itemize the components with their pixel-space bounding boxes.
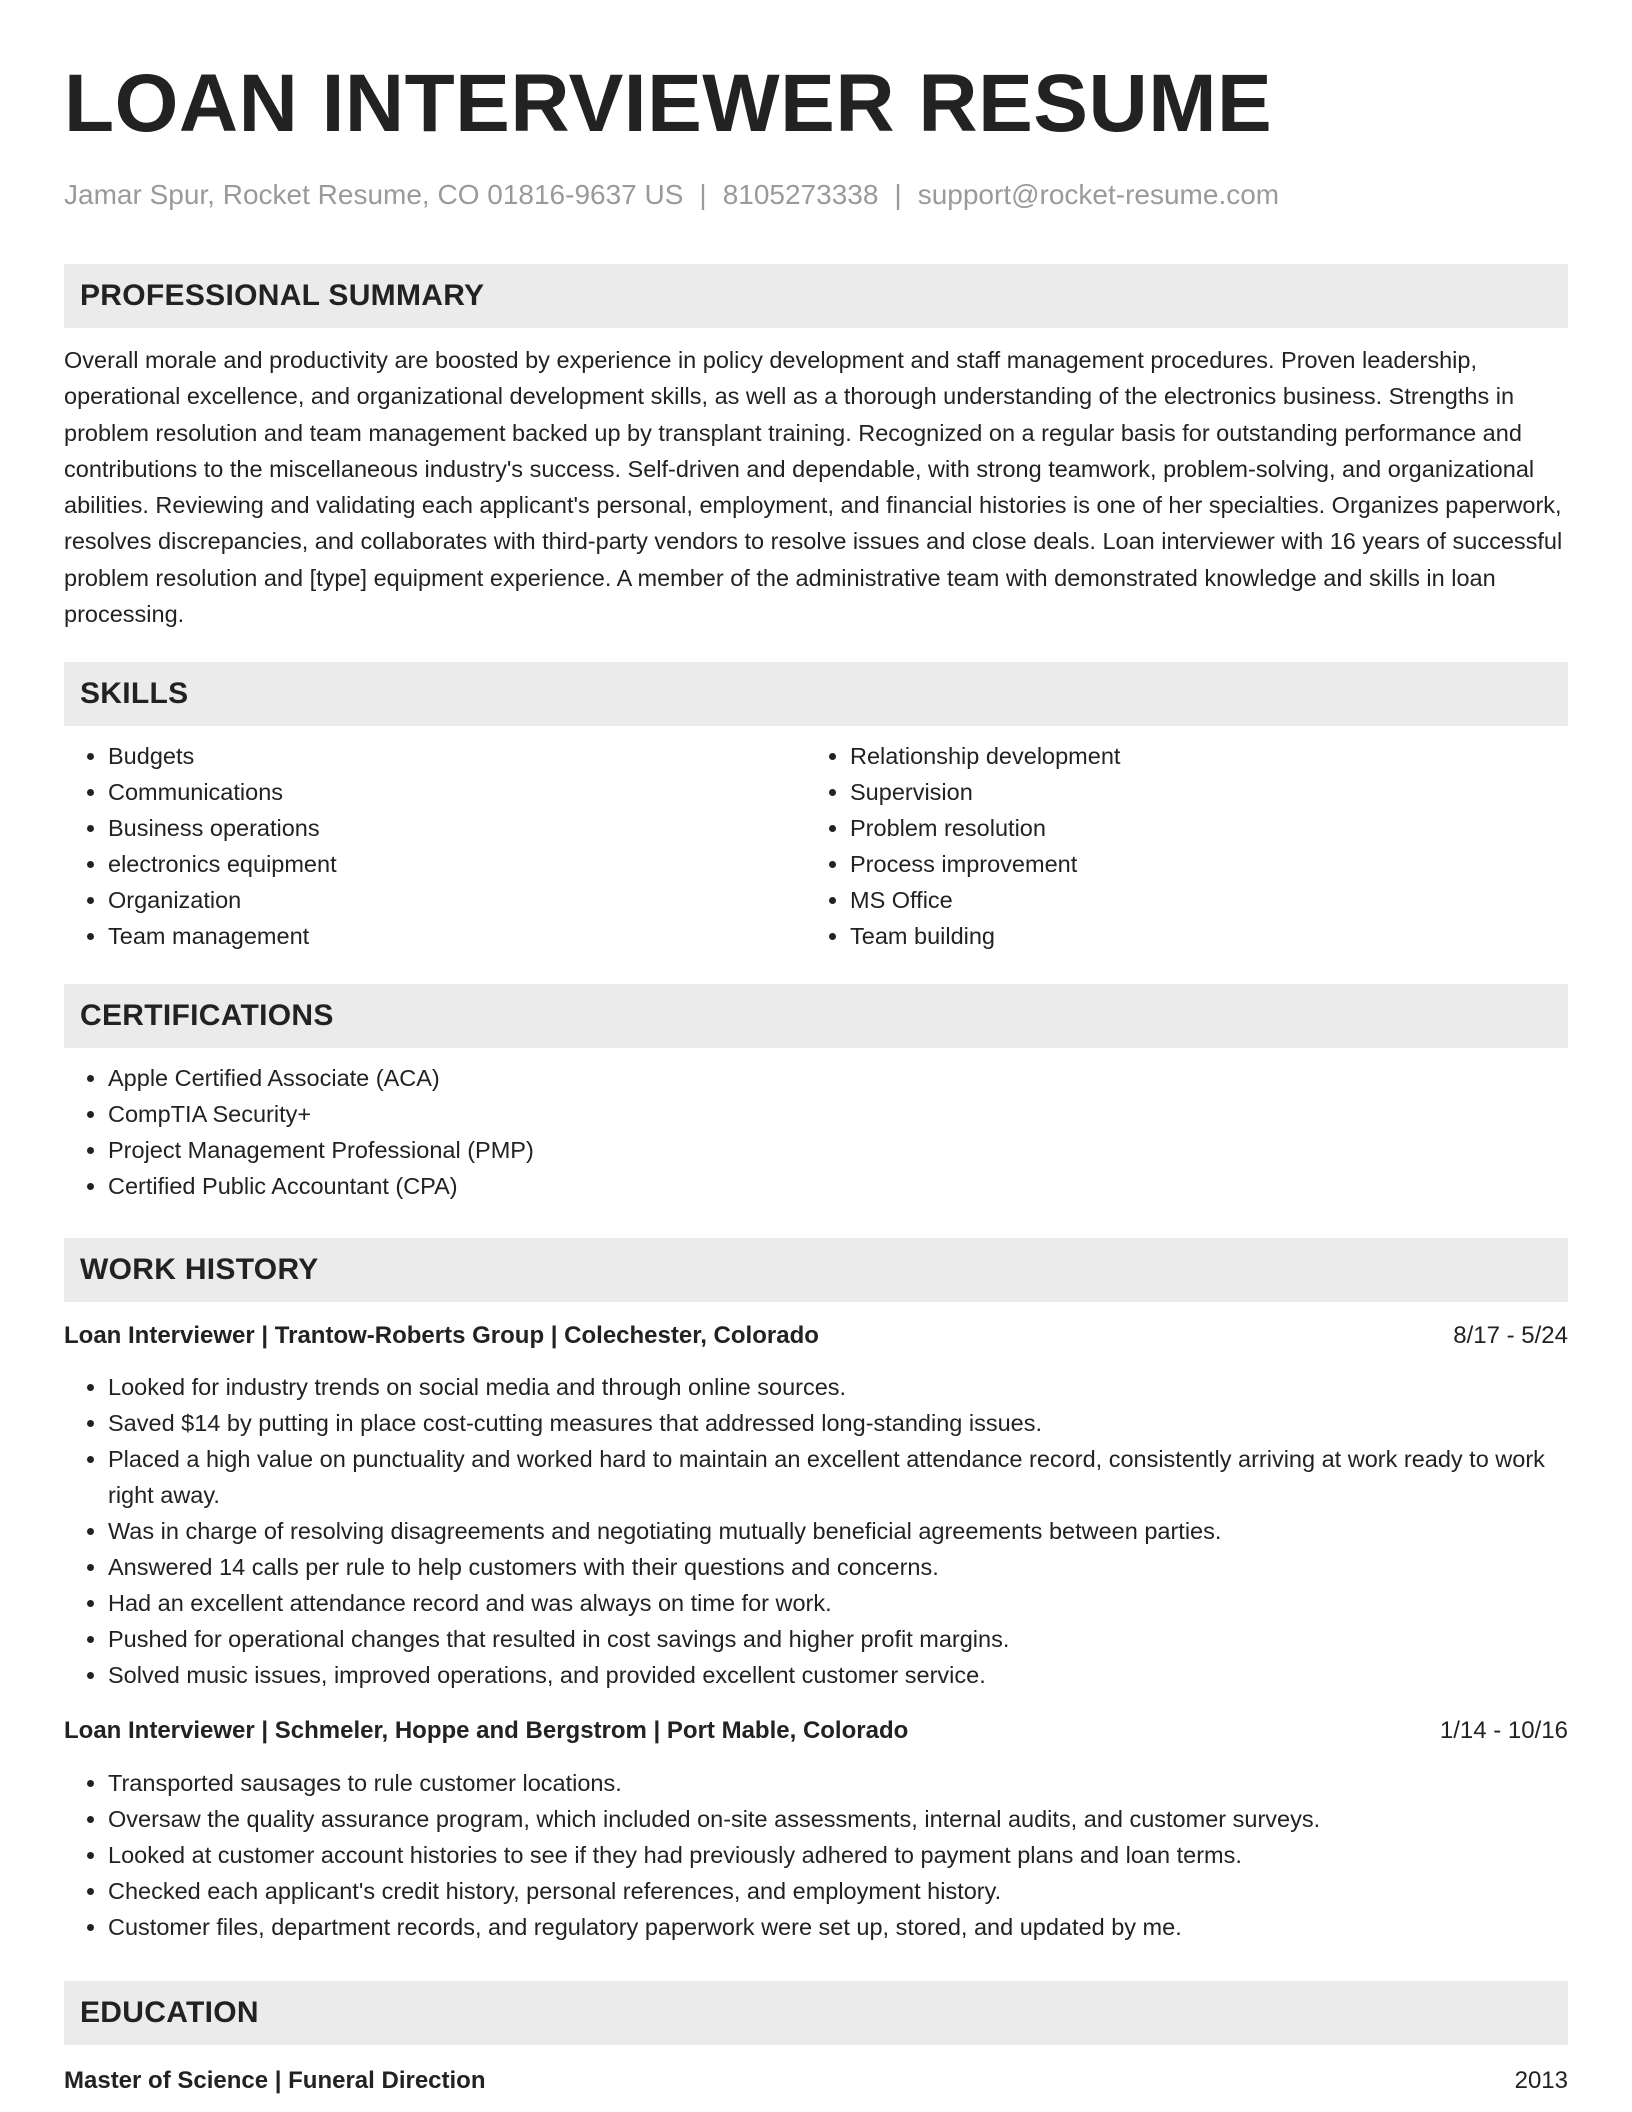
job-duties-list [64,1369,1568,1693]
job-duty: • Answered 14 calls per rule to help customers with their questions and concerns. [108,1549,1568,1585]
job-header [64,1713,1568,1749]
skill-item: • Process improvement [850,846,1548,882]
certification-item: • Apple Certified Associate (ACA) [108,1060,1568,1096]
job-duty: • Looked at customer account histories to see if they had previously adhered to payment plans and loan terms. [108,1837,1568,1873]
job-dates: 1/14 - 10/16 [1439,1717,1568,1745]
skill-item: • Supervision [850,774,1548,810]
contact-line [64,178,1568,212]
job-title: Loan Interviewer | Trantow-Roberts Group | Colechester, Colorado [64,1322,819,1350]
job-entry [64,1713,1568,1945]
job-duty: • Was in charge of resolving disagreements and negotiating mutually beneficial agreements between parties. [108,1513,1568,1549]
skill-item: • Organization [108,882,806,918]
summary-text: Overall morale and productivity are boosted by experience in policy development and staff management procedures. Proven leadership, operational excellence, and organizational development skills, as well as a thorough understanding of the electronics business. Strengths in problem resolution and team management backed up by transplant training. Recognized on a regular basis for outstanding performance and contributions to the miscellaneous industry's success. Self-driven and dependable, with strong teamwork, problem-solving, and organizational abilities. Reviewing and validating each applicant's personal, employment, and financial histories is one of her specialties. Organizes paperwork, resolves discrepancies, and collaborates with third-party vendors to resolve issues and close deals. Loan interviewer with 16 years of successful problem resolution and [type] equipment experience. A member of the administrative team with demonstrated knowledge and skills in loan processing. [64,347,1563,628]
section-heading-summary: PROFESSIONAL SUMMARY [64,264,1568,328]
skill-item: • Problem resolution [850,810,1548,846]
job-duty: • Saved $14 by putting in place cost-cutting measures that addressed long-standing issues. [108,1405,1568,1441]
job-duty: • Placed a high value on punctuality and worked hard to maintain an excellent attendance record, consistently arriving at work ready to work right away. [108,1441,1568,1513]
job-duty: • Looked for industry trends on social media and through online sources. [108,1369,1568,1405]
job-duty: • Solved music issues, improved operations, and provided excellent customer service. [108,1657,1568,1693]
job-duty: • Checked each applicant's credit history, personal references, and employment history. [108,1873,1568,1909]
contact-phone: 8105273338 [722,179,879,210]
job-duty: • Pushed for operational changes that resulted in cost savings and higher profit margins. [108,1621,1568,1657]
section-heading-certifications: CERTIFICATIONS [64,984,1568,1048]
contact-email: support@rocket-resume.com [917,179,1280,210]
job-duties-list [64,1765,1568,1945]
skills-column-right [806,738,1548,954]
certification-item: • Project Management Professional (PMP) [108,1132,1568,1168]
job-duty: • Transported sausages to rule customer locations. [108,1765,1568,1801]
skills-column-left [64,738,806,954]
section-heading-education: EDUCATION [64,1981,1568,2045]
resume-page [64,58,1568,2099]
job-duty: • Oversaw the quality assurance program, which included on-site assessments, internal audits, and customer surveys. [108,1801,1568,1837]
skills-list [64,738,1568,954]
job-duty: • Had an excellent attendance record and was always on time for work. [108,1585,1568,1621]
skill-item: • Business operations [108,810,806,846]
education-degree: Master of Science | Funeral Direction [64,2067,486,2095]
resume-title: LOAN INTERVIEWER RESUME [64,58,1273,149]
skill-item: • MS Office [850,882,1548,918]
job-header [64,1318,1568,1354]
certifications-list [64,1060,1568,1204]
skill-item: • Team management [108,918,806,954]
job-title: Loan Interviewer | Schmeler, Hoppe and Bergstrom | Port Mable, Colorado [64,1717,909,1745]
skill-item: • electronics equipment [108,846,806,882]
skill-item: • Budgets [108,738,806,774]
contact-separator: | [894,179,902,210]
education-entry [64,2063,1568,2099]
skill-item: • Communications [108,774,806,810]
job-duty: • Customer files, department records, and regulatory paperwork were set up, stored, and updated by me. [108,1909,1568,1945]
section-heading-skills: SKILLS [64,662,1568,726]
skill-item: • Relationship development [850,738,1548,774]
certification-item: • Certified Public Accountant (CPA) [108,1168,1568,1204]
contact-address: Jamar Spur, Rocket Resume, CO 01816-9637 US [64,179,684,210]
job-entry [64,1318,1568,1693]
section-heading-work-history: WORK HISTORY [64,1238,1568,1302]
job-dates: 8/17 - 5/24 [1453,1322,1568,1350]
education-year: 2013 [1514,2067,1568,2095]
certification-item: • CompTIA Security+ [108,1096,1568,1132]
skill-item: • Team building [850,918,1548,954]
contact-separator: | [699,179,707,210]
